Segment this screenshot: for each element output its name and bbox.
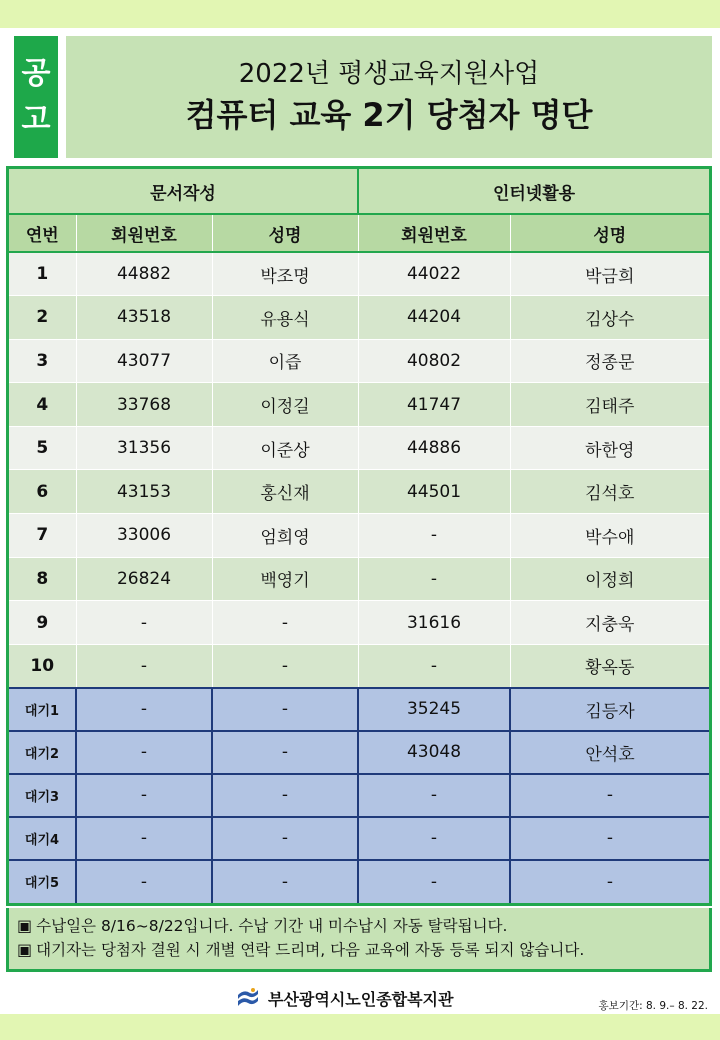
notice-badge <box>14 36 58 158</box>
row-number: 2 <box>9 296 76 340</box>
name-internet: 김상수 <box>510 296 709 340</box>
name-document: 백영기 <box>212 557 358 601</box>
waitlist-row <box>9 774 709 817</box>
table-row <box>9 339 709 383</box>
row-number: 7 <box>9 514 76 558</box>
member-id-internet: - <box>358 514 510 558</box>
top-decor-bar <box>0 0 720 28</box>
bottom-decor-bar <box>0 1014 720 1040</box>
member-id-document: 33006 <box>76 514 212 558</box>
name-document: - <box>212 860 358 903</box>
name-document: - <box>212 774 358 817</box>
name-internet: 지충욱 <box>510 601 709 645</box>
column-header: 회원번호 <box>76 214 212 252</box>
member-id-document: - <box>76 860 212 903</box>
name-document: 엄희영 <box>212 514 358 558</box>
note-text: 대기자는 당첨자 결원 시 개별 연락 드리며, 다음 교육에 자동 등록 되지 않습니다. <box>36 941 585 959</box>
name-document: 이정길 <box>212 383 358 427</box>
waitlist-row <box>9 688 709 731</box>
page-subtitle: 2022년 평생교육지원사업 <box>238 59 540 89</box>
member-id-document: 43077 <box>76 339 212 383</box>
member-id-internet: 35245 <box>358 688 510 731</box>
table-row <box>9 644 709 688</box>
row-number: 4 <box>9 383 76 427</box>
name-internet: 김석호 <box>510 470 709 514</box>
name-internet: 안석호 <box>510 731 709 774</box>
row-number: 5 <box>9 426 76 470</box>
note-line <box>17 914 701 938</box>
member-id-document: 33768 <box>76 383 212 427</box>
square-bullet-icon: ▣ <box>17 940 33 959</box>
member-id-document: - <box>76 817 212 860</box>
group-header-row <box>9 169 709 214</box>
waitlist-number: 대기2 <box>9 731 76 774</box>
waitlist-row <box>9 731 709 774</box>
page-title: 컴퓨터 교육 2기 당첨자 명단 <box>185 96 593 134</box>
name-document: - <box>212 817 358 860</box>
note-line <box>17 938 701 962</box>
promotion-period: 홍보기간: 8. 9.– 8. 22. <box>598 1000 708 1012</box>
table-row <box>9 470 709 514</box>
member-id-internet: 44886 <box>358 426 510 470</box>
name-document: - <box>212 644 358 688</box>
table-row <box>9 557 709 601</box>
note-text: 수납일은 8/16~8/22입니다. 수납 기간 내 미수납시 자동 탈락됩니다. <box>36 917 508 935</box>
title-box <box>66 36 712 158</box>
name-internet: 황옥동 <box>510 644 709 688</box>
member-id-internet: 43048 <box>358 731 510 774</box>
waitlist-row <box>9 817 709 860</box>
member-id-internet: - <box>358 860 510 903</box>
name-internet: - <box>510 817 709 860</box>
member-id-internet: 44501 <box>358 470 510 514</box>
name-document: 홍신재 <box>212 470 358 514</box>
member-id-document: - <box>76 601 212 645</box>
welfare-center-logo-icon <box>236 987 260 1009</box>
name-internet: 김등자 <box>510 688 709 731</box>
waitlist-number: 대기5 <box>9 860 76 903</box>
footer-organization <box>236 985 453 1011</box>
winners-table-wrap <box>6 166 712 906</box>
waitlist-number: 대기4 <box>9 817 76 860</box>
name-internet: 정종문 <box>510 339 709 383</box>
member-id-document: - <box>76 731 212 774</box>
row-number: 8 <box>9 557 76 601</box>
waitlist-number: 대기3 <box>9 774 76 817</box>
group-header-internet: 인터넷활용 <box>358 169 709 214</box>
table-row <box>9 252 709 296</box>
member-id-document: 31356 <box>76 426 212 470</box>
organization-name: 부산광역시노인종합복지관 <box>268 989 454 1009</box>
member-id-document: 43518 <box>76 296 212 340</box>
waitlist-row <box>9 860 709 903</box>
name-document: 이준상 <box>212 426 358 470</box>
member-id-document: - <box>76 644 212 688</box>
table-row <box>9 296 709 340</box>
table-row <box>9 383 709 427</box>
column-header-row <box>9 214 709 252</box>
name-document: 박조명 <box>212 252 358 296</box>
table-row <box>9 426 709 470</box>
group-header-document: 문서작성 <box>9 169 358 214</box>
name-document: - <box>212 688 358 731</box>
column-header: 회원번호 <box>358 214 510 252</box>
member-id-internet: 41747 <box>358 383 510 427</box>
badge-char: 고 <box>21 102 51 137</box>
name-document: 이즙 <box>212 339 358 383</box>
member-id-internet: - <box>358 774 510 817</box>
member-id-document: - <box>76 688 212 731</box>
name-document: - <box>212 601 358 645</box>
badge-char: 공 <box>21 56 51 91</box>
name-internet: - <box>510 860 709 903</box>
table-row <box>9 601 709 645</box>
member-id-document: 44882 <box>76 252 212 296</box>
name-internet: 박금희 <box>510 252 709 296</box>
member-id-internet: 31616 <box>358 601 510 645</box>
member-id-internet: 44204 <box>358 296 510 340</box>
name-internet: 김태주 <box>510 383 709 427</box>
member-id-document: 26824 <box>76 557 212 601</box>
member-id-internet: - <box>358 557 510 601</box>
member-id-internet: - <box>358 817 510 860</box>
name-internet: 이정희 <box>510 557 709 601</box>
row-number: 9 <box>9 601 76 645</box>
winners-body <box>9 252 709 903</box>
row-number: 1 <box>9 252 76 296</box>
member-id-internet: 44022 <box>358 252 510 296</box>
winners-table <box>9 169 709 903</box>
column-header: 연번 <box>9 214 76 252</box>
table-row <box>9 514 709 558</box>
row-number: 10 <box>9 644 76 688</box>
name-document: 유용식 <box>212 296 358 340</box>
member-id-internet: 40802 <box>358 339 510 383</box>
notice-notes <box>6 908 712 972</box>
member-id-document: - <box>76 774 212 817</box>
member-id-internet: - <box>358 644 510 688</box>
name-document: - <box>212 731 358 774</box>
column-header: 성명 <box>212 214 358 252</box>
square-bullet-icon: ▣ <box>17 916 33 935</box>
waitlist-number: 대기1 <box>9 688 76 731</box>
row-number: 3 <box>9 339 76 383</box>
column-header: 성명 <box>510 214 709 252</box>
name-internet: 박수애 <box>510 514 709 558</box>
name-internet: - <box>510 774 709 817</box>
row-number: 6 <box>9 470 76 514</box>
member-id-document: 43153 <box>76 470 212 514</box>
name-internet: 하한영 <box>510 426 709 470</box>
